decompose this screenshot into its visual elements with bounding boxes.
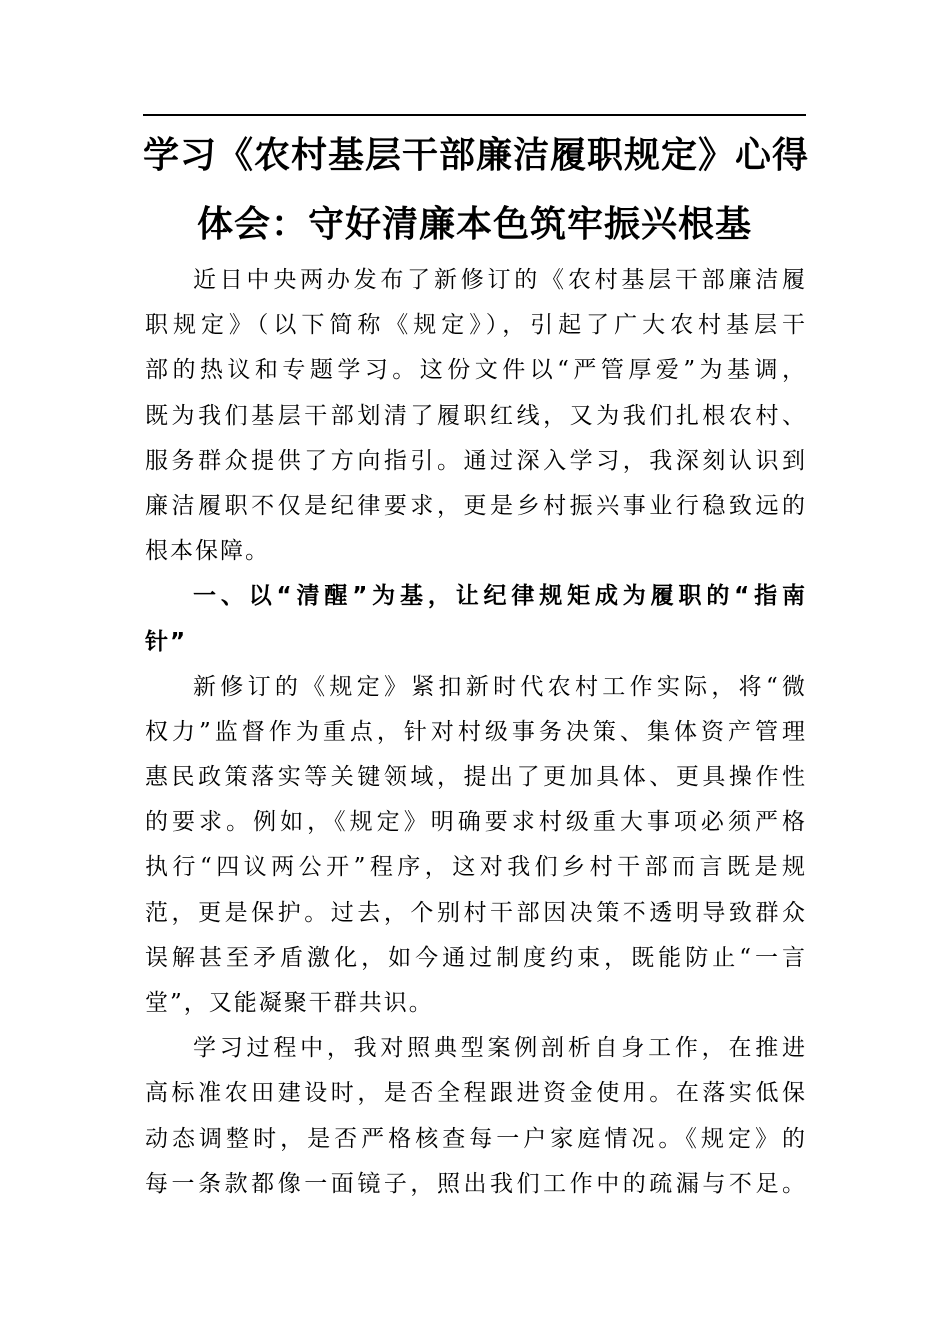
paragraph-line: 惠民政策落实等关键领域，提出了更加具体、更具操作性	[145, 764, 807, 791]
paragraph-line: 误解甚至矛盾激化，如今通过制度约束，既能防止“一言	[145, 944, 807, 971]
header-rule	[143, 114, 806, 116]
paragraph-line: 学习过程中，我对照典型案例剖析自身工作，在推进	[193, 1035, 807, 1062]
paragraph-line: 既为我们基层干部划清了履职红线，又为我们扎根农村、	[145, 402, 807, 429]
paragraph-line: 新修订的《规定》紧扣新时代农村工作实际，将“微	[193, 673, 807, 700]
paragraph-line: 部的热议和专题学习。这份文件以“严管厚爱”为基调，	[145, 357, 807, 384]
document-title-line-2: 体会：守好清廉本色筑牢振兴根基	[196, 203, 752, 245]
paragraph-line: 范，更是保护。过去，个别村干部因决策不透明导致群众	[145, 899, 807, 926]
paragraph-line: 廉洁履职不仅是纪律要求，更是乡村振兴事业行稳致远的	[145, 492, 807, 519]
paragraph-line: 职规定》（以下简称《规定》），引起了广大农村基层干	[145, 312, 807, 339]
paragraph-line: 堂”，又能凝聚干群共识。	[145, 990, 434, 1016]
paragraph-line: 权力”监督作为重点，针对村级事务决策、集体资产管理	[145, 718, 807, 745]
section-heading-line: 一、以“清醒”为基，让纪律规矩成为履职的“指南	[193, 583, 807, 610]
paragraph-line: 每一条款都像一面镜子，照出我们工作中的疏漏与不足。	[145, 1170, 807, 1197]
document-body	[145, 258, 807, 1207]
paragraph-line: 根本保障。	[145, 538, 270, 565]
paragraph-line: 的要求。例如，《规定》明确要求村级重大事项必须严格	[145, 809, 807, 836]
paragraph-line: 服务群众提供了方向指引。通过深入学习，我深刻认识到	[145, 447, 807, 474]
paragraph-line: 执行“四议两公开”程序，这对我们乡村干部而言既是规	[145, 854, 807, 881]
paragraph-line: 近日中央两办发布了新修订的《农村基层干部廉洁履	[193, 267, 807, 293]
section-heading-line: 针”	[145, 628, 188, 655]
document-title-line-1: 学习《农村基层干部廉洁履职规定》心得	[143, 134, 810, 176]
paragraph-line: 高标准农田建设时，是否全程跟进资金使用。在落实低保	[145, 1080, 807, 1107]
paragraph-line: 动态调整时，是否严格核查每一户家庭情况。《规定》的	[145, 1125, 807, 1152]
